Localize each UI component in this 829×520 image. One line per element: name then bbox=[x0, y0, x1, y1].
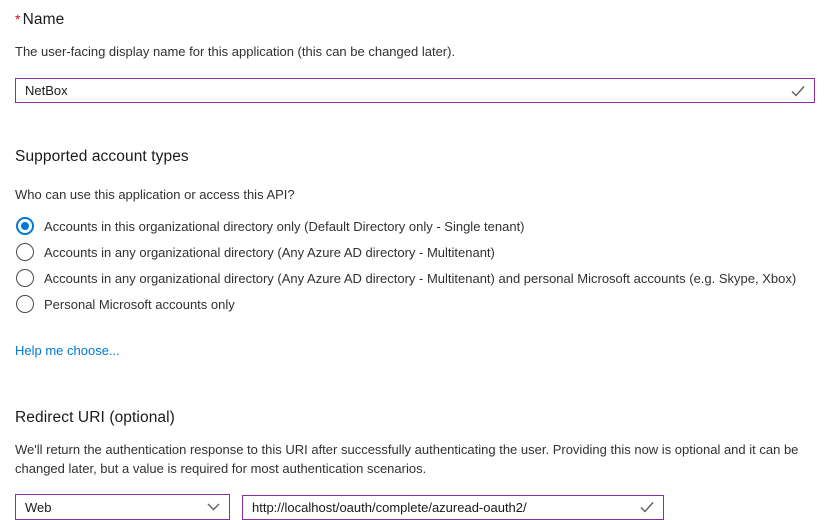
name-description: The user-facing display name for this application (this can be changed later). bbox=[15, 44, 456, 59]
name-section-title bbox=[15, 11, 815, 29]
redirect-uri-controls bbox=[15, 494, 815, 520]
radio-multitenant-label: Accounts in any organizational directory (Any Azure AD directory - Multitenant) bbox=[44, 244, 495, 260]
redirect-uri-section-title: Redirect URI (optional) bbox=[15, 409, 175, 426]
platform-select-value: Web bbox=[25, 499, 52, 515]
radio-personal-only[interactable] bbox=[15, 291, 815, 317]
chevron-down-icon bbox=[207, 503, 220, 511]
account-types-radio-group bbox=[15, 213, 815, 317]
radio-single-tenant[interactable] bbox=[15, 213, 815, 239]
radio-button-icon bbox=[16, 217, 34, 235]
app-name-input[interactable] bbox=[15, 78, 815, 103]
radio-button-icon bbox=[16, 243, 34, 261]
radio-personal-only-label: Personal Microsoft accounts only bbox=[44, 296, 235, 312]
radio-button-icon bbox=[16, 269, 34, 287]
name-section-title-text: Name bbox=[22, 11, 65, 28]
radio-multitenant[interactable] bbox=[15, 239, 815, 265]
radio-multitenant-personal-label: Accounts in any organizational directory (Any Azure AD directory - Multitenant) and personal Microsoft accounts (e.g. Skype, Xbox) bbox=[44, 270, 797, 286]
redirect-uri-description: We'll return the authentication response to this URI after successfully authenticating the user. Providing this now is optional and it can be changed later, but a value is required for most authentication scenarios. bbox=[15, 442, 799, 476]
radio-button-icon bbox=[16, 295, 34, 313]
valid-check-icon bbox=[791, 85, 805, 97]
account-types-section-title: Supported account types bbox=[15, 148, 189, 165]
valid-check-icon bbox=[640, 501, 654, 513]
required-asterisk: * bbox=[15, 11, 21, 27]
radio-multitenant-personal[interactable] bbox=[15, 265, 815, 291]
help-me-choose-link[interactable]: Help me choose... bbox=[15, 343, 120, 358]
redirect-uri-input-value: http://localhost/oauth/complete/azuread-oauth2/ bbox=[252, 499, 527, 515]
app-name-input-value: NetBox bbox=[25, 83, 68, 98]
radio-single-tenant-label: Accounts in this organizational directory only (Default Directory only - Single tenant) bbox=[44, 218, 525, 234]
platform-select[interactable] bbox=[15, 494, 230, 520]
account-types-question: Who can use this application or access this API? bbox=[15, 187, 295, 202]
